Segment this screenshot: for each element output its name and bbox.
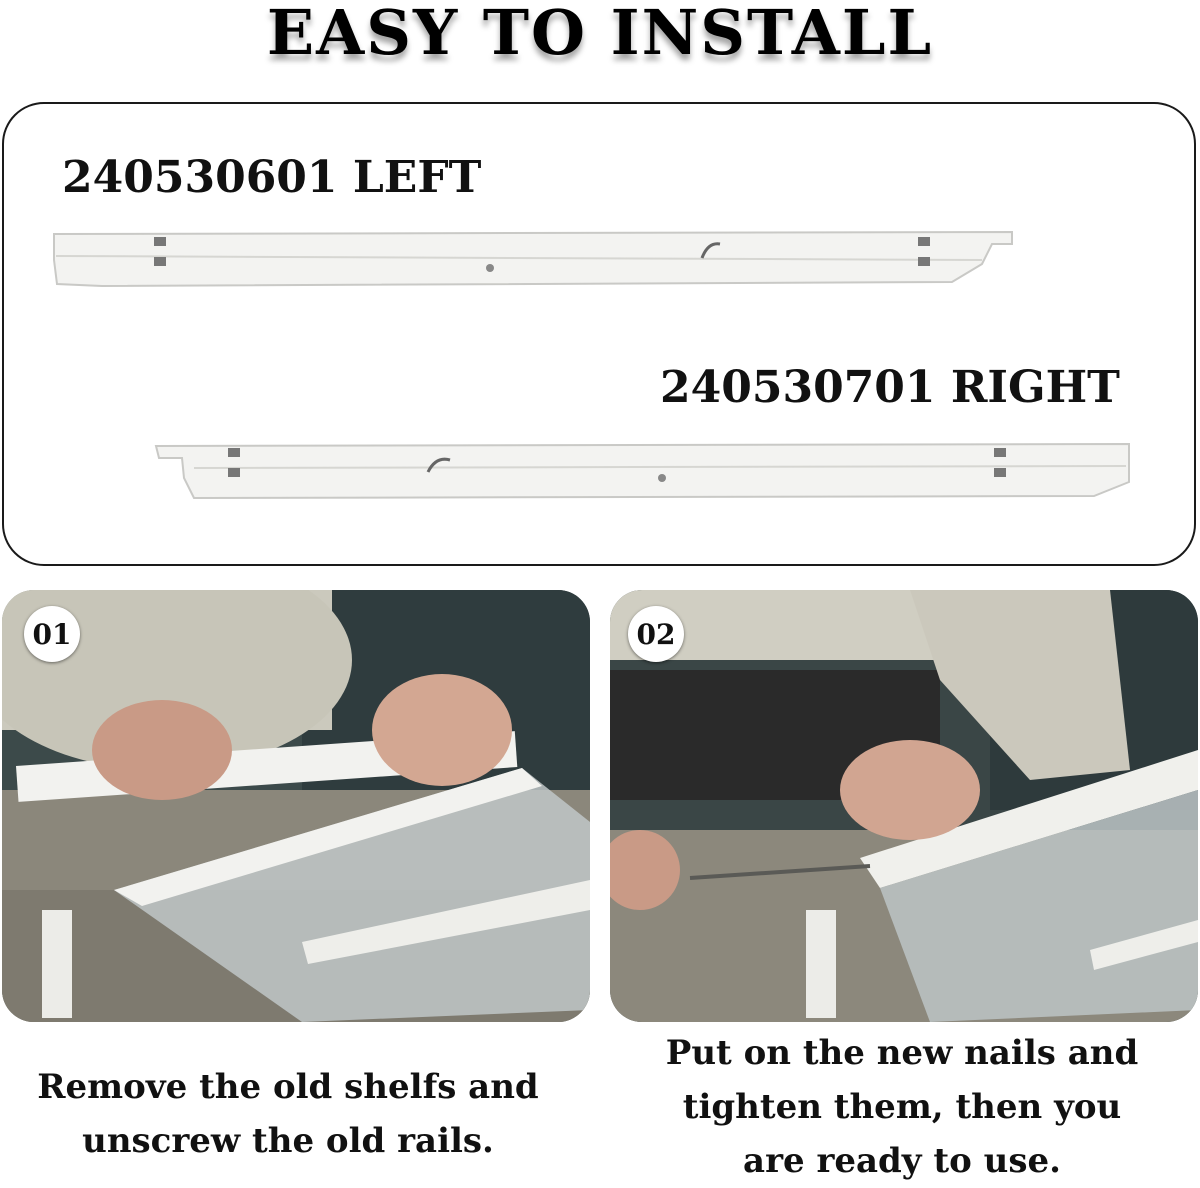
step-2-caption-line-1: Put on the new nails and [665, 1033, 1139, 1073]
step-2-caption-line-3: are ready to use. [743, 1141, 1061, 1181]
step-1-caption-line-1: Remove the old shelfs and [37, 1067, 539, 1107]
step-2-caption-line-2: tighten them, then you [682, 1087, 1122, 1127]
parts-panel [2, 102, 1196, 566]
headline: EASY TO INSTALL [266, 0, 934, 69]
left-rail-image [52, 220, 1017, 300]
left-rail-label: 240530601 LEFT [62, 152, 482, 203]
right-rail-label: 240530701 RIGHT [660, 362, 1120, 413]
step-1-photo [2, 590, 590, 1022]
step-1-caption-line-2: unscrew the old rails. [82, 1121, 494, 1161]
right-rail-image [154, 434, 1134, 514]
step-2-caption [604, 1026, 1200, 1188]
step-1-caption [0, 1060, 576, 1168]
step-1-badge: 01 [24, 606, 80, 662]
step-2-photo [610, 590, 1198, 1022]
step-2-badge: 02 [628, 606, 684, 662]
